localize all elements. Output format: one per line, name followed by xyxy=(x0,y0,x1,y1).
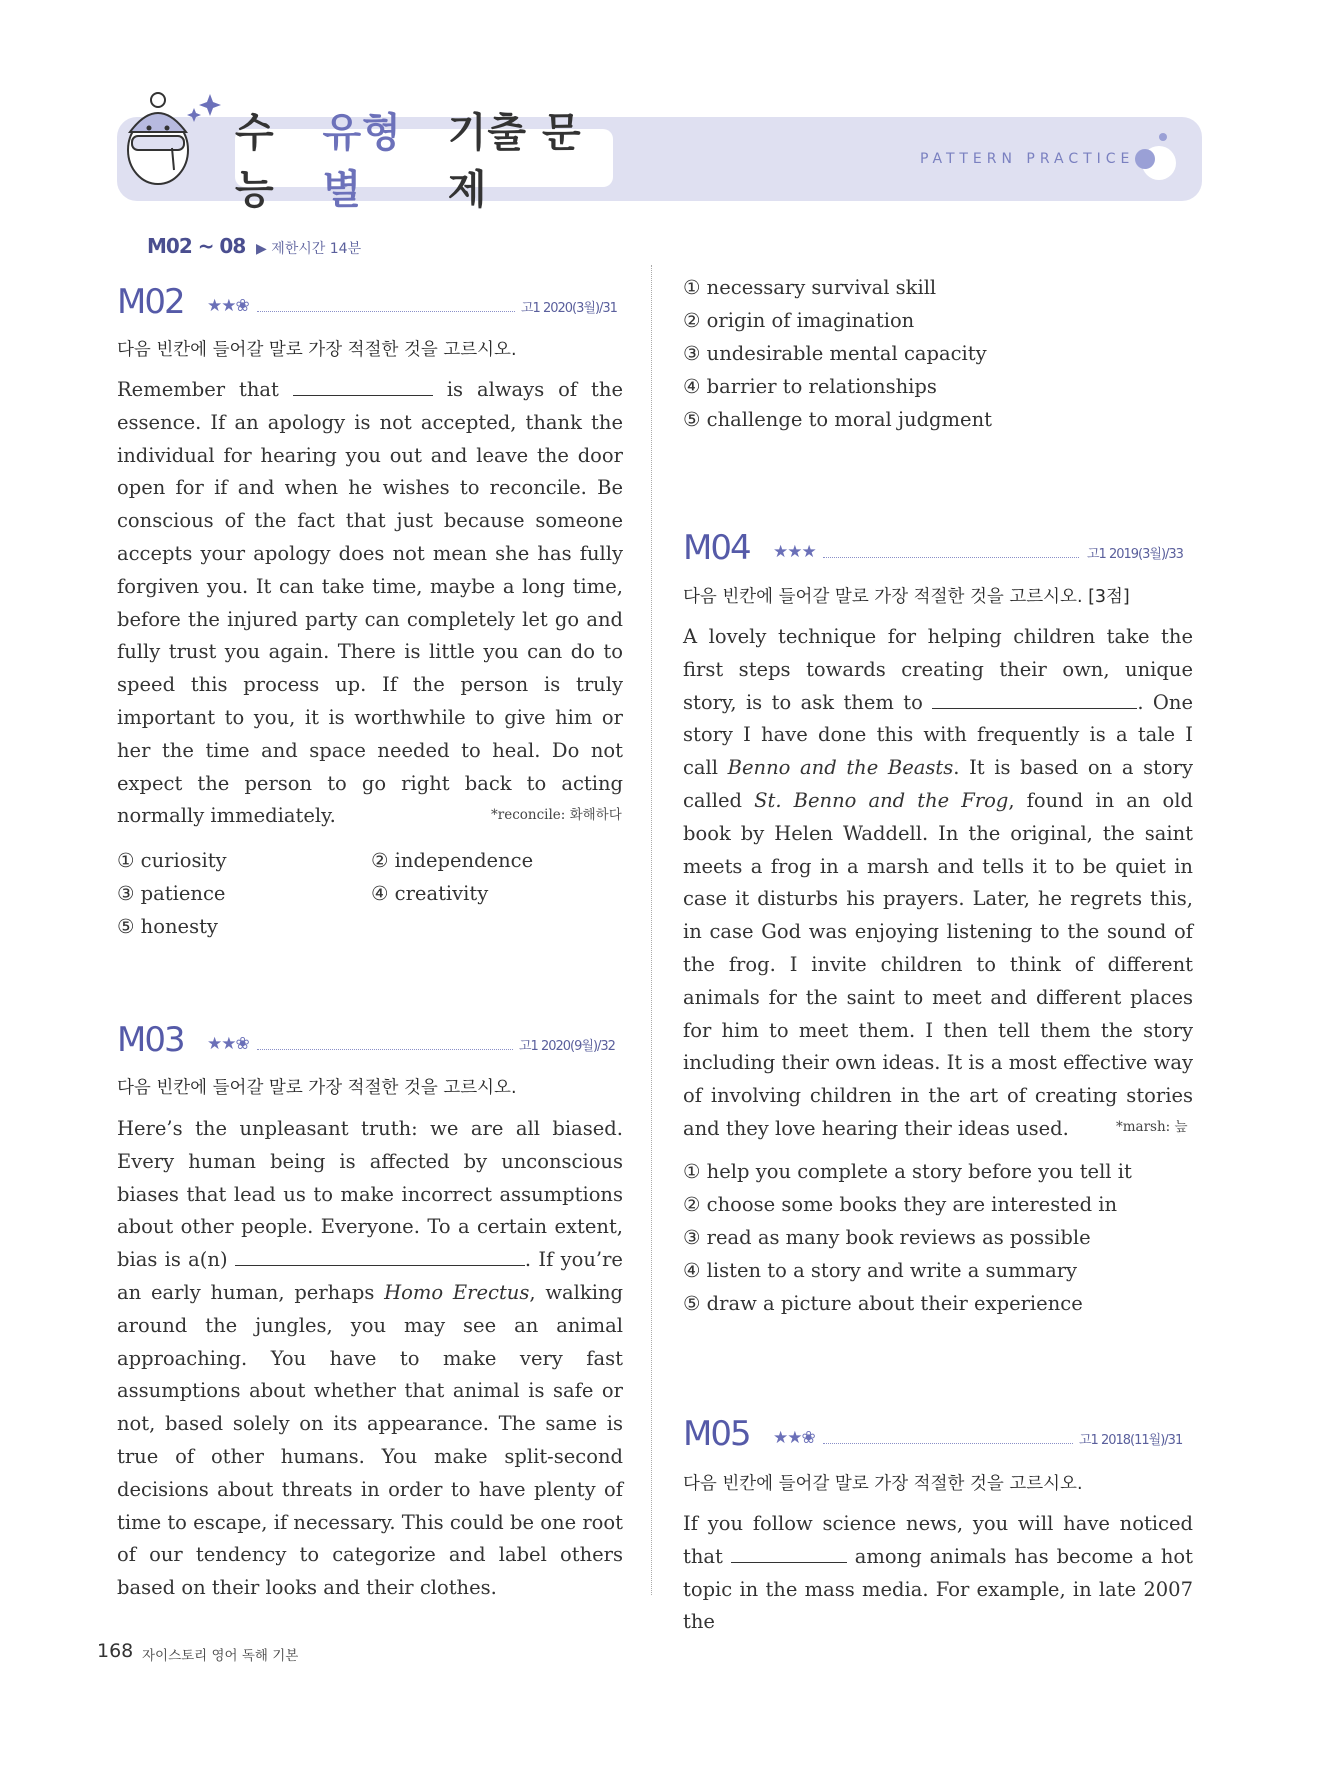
title-part-2: 유형별 xyxy=(322,110,402,213)
question-number: M05 xyxy=(683,1414,750,1454)
page-number: 168 xyxy=(97,1640,134,1662)
answer-choice[interactable]: ② independence xyxy=(371,849,534,872)
title-part-1: 수능 xyxy=(235,110,275,213)
answer-choice[interactable]: ④ creativity xyxy=(371,882,489,905)
question-header-m03 xyxy=(117,1020,623,1060)
dotted-leader xyxy=(823,557,1079,558)
question-source: 고1 2018(11월)/31 xyxy=(1079,1433,1183,1448)
dotted-leader xyxy=(823,1443,1073,1444)
deco-half-circle xyxy=(1135,149,1155,169)
question-passage xyxy=(683,1508,1193,1639)
question-instruction: 다음 빈칸에 들어갈 말로 가장 적절한 것을 고르시오. xyxy=(117,1078,517,1098)
answer-choice[interactable]: ② choose some books they are interested in xyxy=(683,1193,1118,1216)
answer-choice[interactable]: ③ undesirable mental capacity xyxy=(683,342,987,365)
page-title xyxy=(235,110,613,213)
passage-text: Remember that xyxy=(117,378,279,401)
passage-text: . If you’re an early human, perhaps xyxy=(117,1248,623,1304)
answer-choice[interactable]: ④ listen to a story and write a summary xyxy=(683,1259,1078,1282)
question-number: M02 xyxy=(117,282,184,322)
passage-text: Here’s the unpleasant truth: we are all biased. Every human being is affected by unconscious biases that lead us to make incorrect assumptions about other people. Everyone. To a certain extent, bias is a(n) xyxy=(117,1117,623,1272)
question-number: M04 xyxy=(683,528,750,568)
question-instruction: 다음 빈칸에 들어갈 말로 가장 적절한 것을 고르시오. [3점] xyxy=(683,587,1130,607)
answer-choice[interactable]: ③ patience xyxy=(117,882,226,905)
question-header-m04 xyxy=(683,528,1193,568)
dotted-leader xyxy=(257,311,515,312)
question-passage xyxy=(117,1113,623,1605)
question-header-m05 xyxy=(683,1414,1193,1454)
passage-italic: Homo Erectus xyxy=(384,1280,530,1304)
question-source: 고1 2019(3월)/33 xyxy=(1087,547,1183,562)
answer-blank xyxy=(293,377,433,396)
passage-text: . It is based on a story called xyxy=(683,756,1194,812)
answer-choice[interactable]: ⑤ draw a picture about their experience xyxy=(683,1292,1083,1315)
difficulty-stars: ★★★ xyxy=(773,542,816,562)
answer-choice[interactable]: ③ read as many book reviews as possible xyxy=(683,1226,1091,1249)
question-range: M02 ~ 08 xyxy=(147,234,246,258)
answer-choice[interactable]: ② origin of imagination xyxy=(683,309,915,332)
answer-choice[interactable]: ① help you complete a story before you tell it xyxy=(683,1160,1132,1183)
question-number: M03 xyxy=(117,1020,184,1060)
difficulty-stars: ★★❀ xyxy=(207,1034,249,1054)
answer-choice[interactable]: ④ barrier to relationships xyxy=(683,375,937,398)
answer-choice[interactable]: ⑤ honesty xyxy=(117,915,218,938)
book-title: 자이스토리 영어 독해 기본 xyxy=(142,1648,299,1664)
answer-choice[interactable]: ① curiosity xyxy=(117,849,227,872)
pattern-practice-label: PATTERN PRACTICE xyxy=(920,151,1135,167)
passage-italic: St. Benno and the Frog xyxy=(754,788,1009,812)
passage-text: . One story I have done this with frequently is a tale I call xyxy=(683,690,1194,780)
vocab-note: *marsh: 늪 xyxy=(1116,1119,1188,1135)
question-instruction: 다음 빈칸에 들어갈 말로 가장 적절한 것을 고르시오. xyxy=(683,1474,1083,1494)
answer-choice[interactable]: ① necessary survival skill xyxy=(683,276,937,299)
vocab-note: *reconcile: 화해하다 xyxy=(491,807,622,823)
passage-text: If you follow science news, you will have noticed that xyxy=(683,1512,1193,1568)
passage-text: is always of the essence. If an apology is not accepted, thank the individual for hearing you out and leave the door open for if and when he wishes to reconcile. Be conscious of the fact that just because someone accepts your apology does not mean she has fully forgiven you. It can take time, maybe a long time, before the injured party can completely let go and fully trust you again. There is little you can do to speed this process up. If the person is truly important to you, it is worthwhile to give him or her the time and space needed to heal. Do not expect the person to go right back to acting normally immediately. xyxy=(117,378,623,828)
passage-text: A lovely technique for helping children take the first steps towards creating their own, unique story, is to ask them to xyxy=(683,625,1193,714)
passage-text: , found in an old book by Helen Waddell. In the original, the saint meets a frog in a marsh and tells it to be quiet in case it disturbs his prayers. Later, he regrets this, in case God was enjoying listening to the sound of the frog. I invite children to think of different animals for the saint to meet and different places for him to meet them. I then tell them the story including their own ideas. It is a most effective way of involving children in the art of creating stories and they love hearing their ideas used. xyxy=(683,788,1193,1140)
answer-blank xyxy=(932,690,1137,709)
question-passage xyxy=(683,621,1193,1146)
penguin-mascot-icon xyxy=(118,86,233,196)
question-header-m02 xyxy=(117,282,623,322)
question-passage xyxy=(117,374,623,833)
question-source: 고1 2020(3월)/31 xyxy=(521,301,617,316)
difficulty-stars: ★★❀ xyxy=(773,1428,815,1448)
passage-text: among animals has become a hot topic in the mass media. For example, in late 2007 the xyxy=(683,1544,1193,1634)
column-divider xyxy=(651,265,652,1595)
answer-choice[interactable]: ⑤ challenge to moral judgment xyxy=(683,408,992,431)
question-source: 고1 2020(9월)/32 xyxy=(519,1039,615,1054)
difficulty-stars: ★★❀ xyxy=(207,296,249,316)
deco-dot xyxy=(1159,133,1167,141)
question-instruction: 다음 빈칸에 들어갈 말로 가장 적절한 것을 고르시오. xyxy=(117,340,517,360)
dotted-leader xyxy=(257,1049,513,1050)
title-part-3: 기출 문제 xyxy=(447,110,582,213)
answer-blank xyxy=(235,1247,525,1266)
passage-text: , walking around the jungles, you may see an animal approaching. You have to make very fast assumptions about whether that animal is safe or not, based solely on its appearance. The same is true of other humans. You make split-second decisions about threats in order to have plenty of time to escape, if necessary. This could be one root of our tendency to categorize and label others based on their looks and their clothes. xyxy=(117,1280,624,1600)
answer-blank xyxy=(731,1544,847,1563)
passage-italic: Benno and the Beasts xyxy=(727,756,954,780)
time-limit: ▶ 제한시간 14분 xyxy=(256,241,362,257)
